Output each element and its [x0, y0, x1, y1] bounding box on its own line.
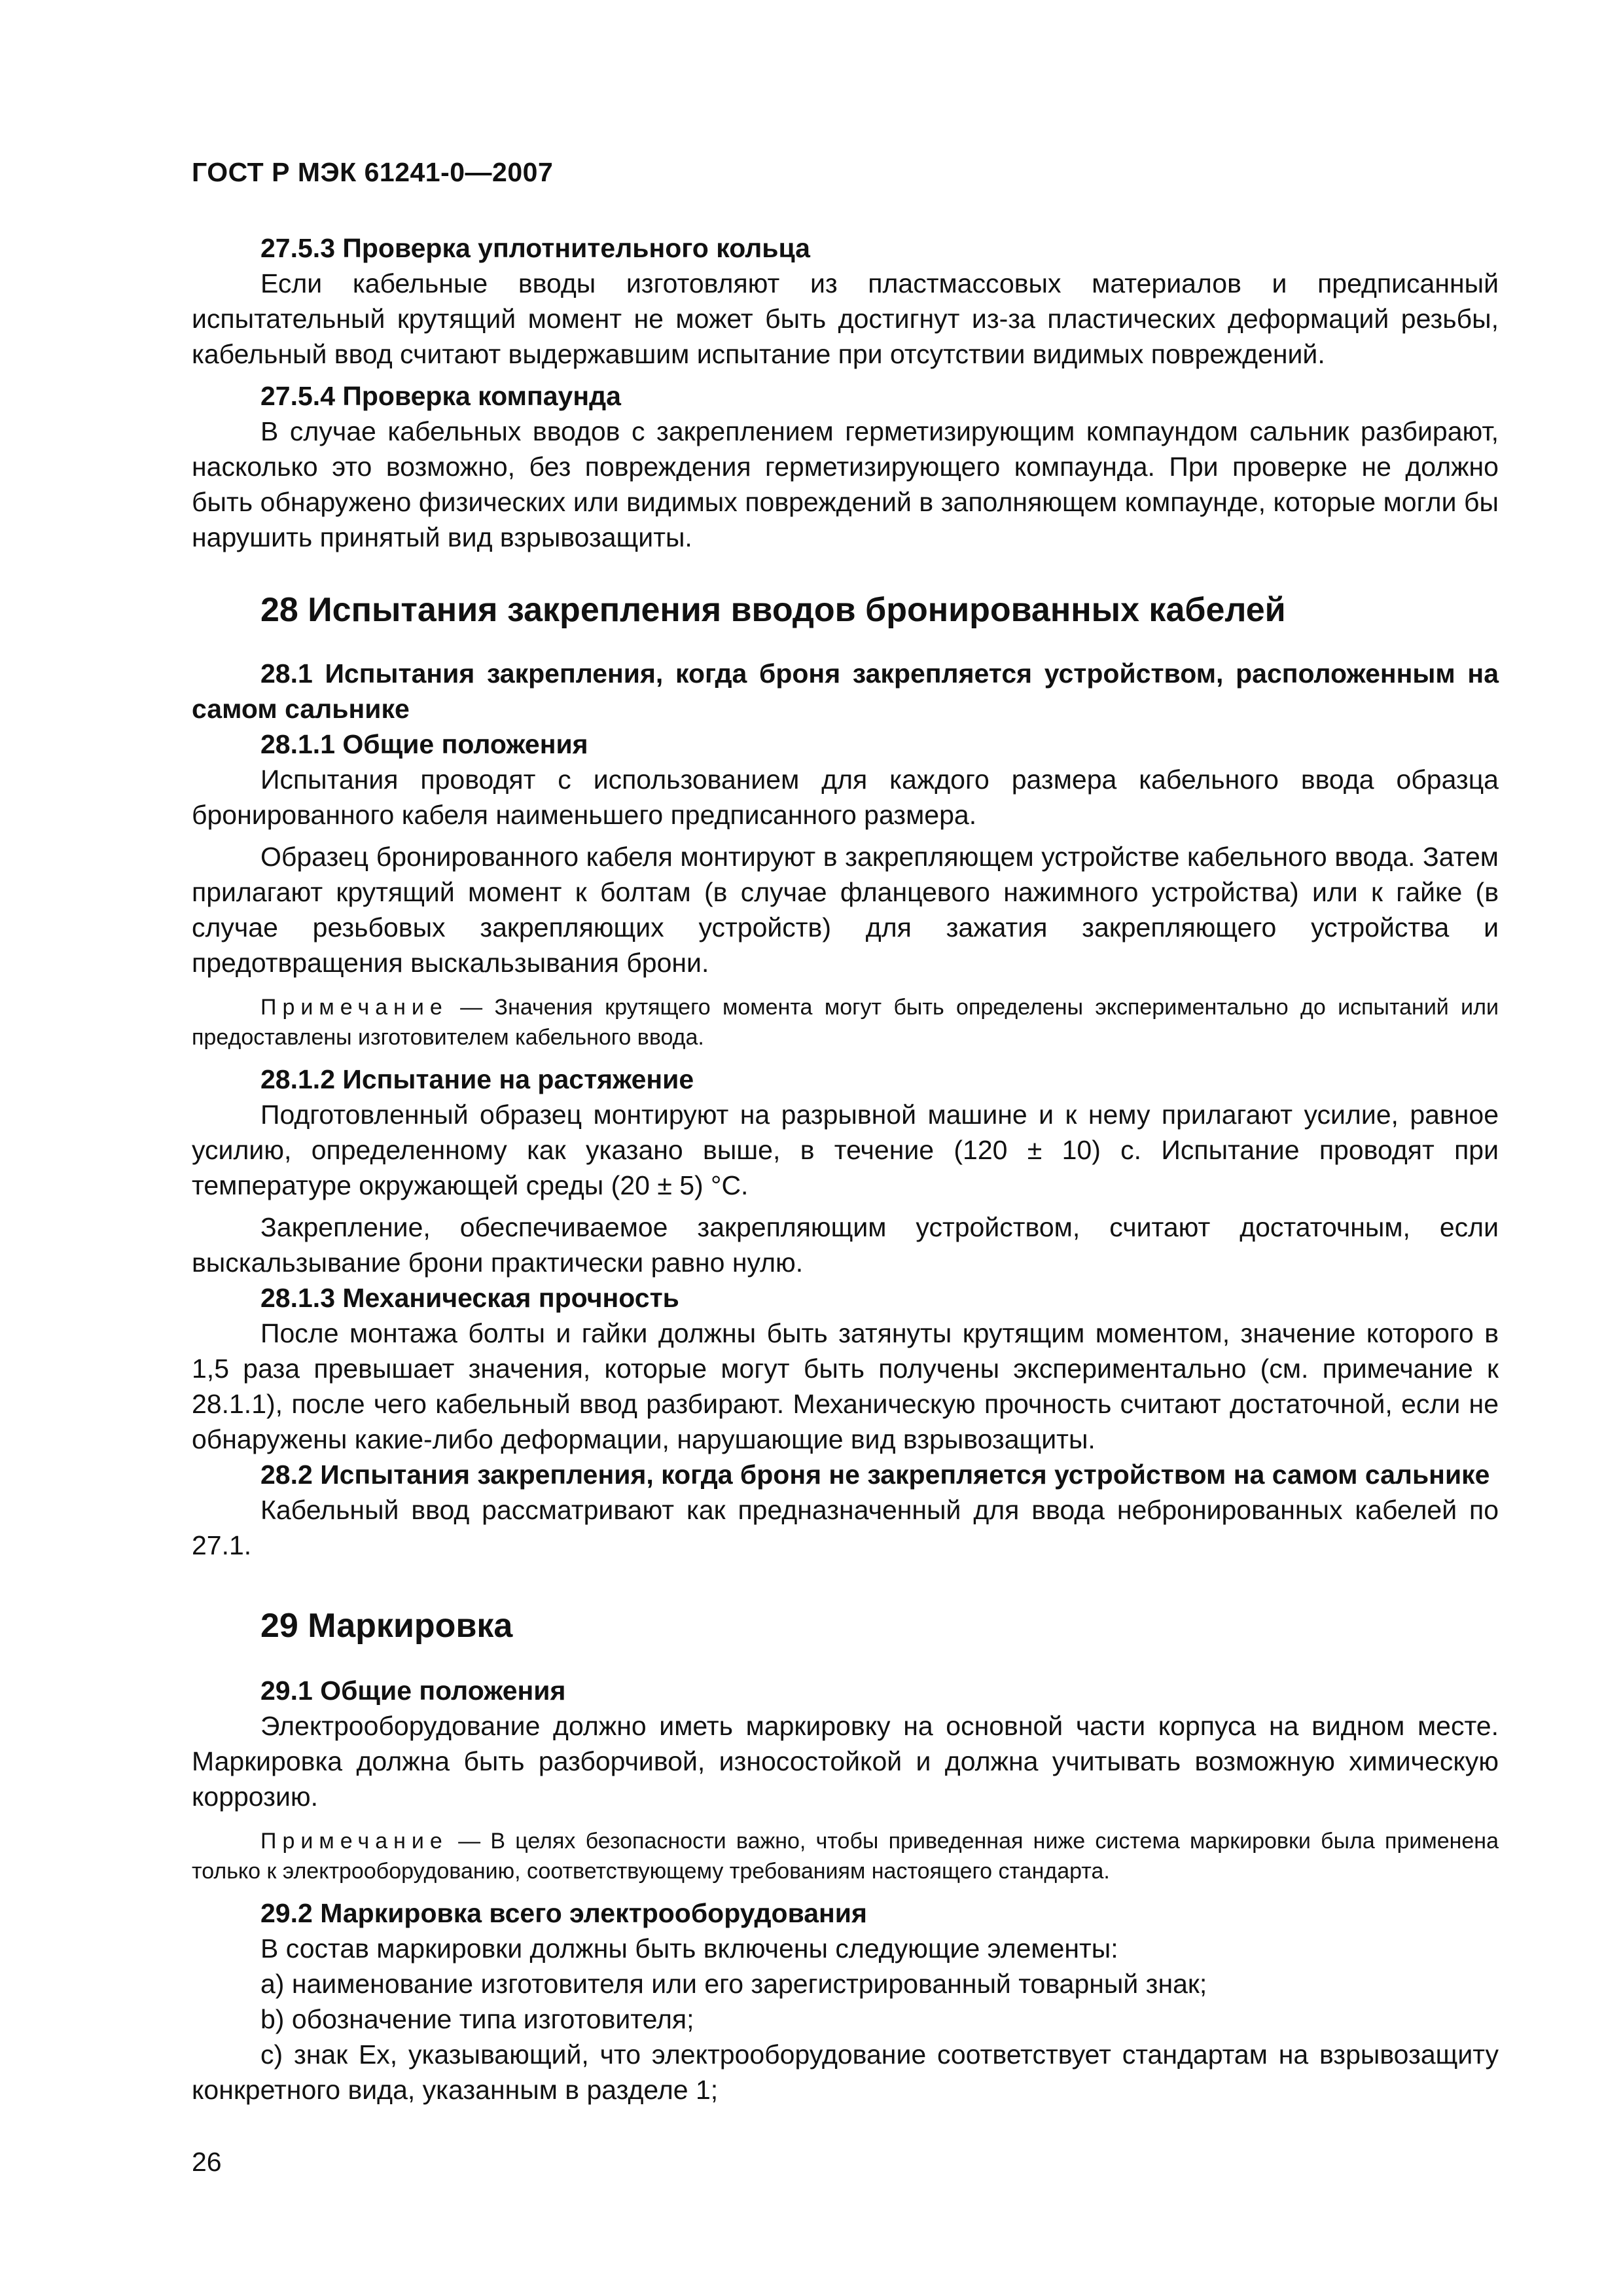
- heading-28-1-1: 28.1.1 Общие положения: [260, 729, 588, 759]
- list-item: с) знак Ex, указывающий, что электрооборудование соответствует стандартам на взрывозащиту конкретного вида, указанным в разделе 1;: [192, 2039, 1499, 2105]
- document-body: [192, 230, 1499, 2108]
- paragraph-27-5-4: В случае кабельных вводов с закреплением герметизирующим компаундом сальник разбирают, насколько это возможно, без повреждения герметизирующего компаунда. При проверке не должно быть обнаружено физических или видимых повреждений в заполняющем компаунде, которые могли бы нарушить принятый вид взрывозащиты.: [192, 416, 1499, 552]
- paragraph-27-5-3: Если кабельные вводы изготовляют из пластмассовых материалов и предписанный испытательный крутящий момент не может быть достигнут из-за пластических деформаций резьбы, кабельный ввод считают выдержавшим испытание при отсутствии видимых повреждений.: [192, 268, 1499, 369]
- paragraph-28-1-3: После монтажа болты и гайки должны быть затянуты крутящим моментом, значение которого в 1,5 раза превышает значения, которые могут быть получены экспериментально (см. примечание к 28.1.1), после чего кабельный ввод разбирают. Механическую прочность считают достаточной, если не обнаружены какие-либо деформации, нарушающие вид взрывозащиты.: [192, 1318, 1499, 1454]
- note-label: Примечание: [260, 995, 448, 1020]
- heading-28-2: 28.2 Испытания закрепления, когда броня не закрепляется устройством на самом сальнике: [260, 1460, 1490, 1490]
- list-item: а) наименование изготовителя или его зарегистрированный товарный знак;: [260, 1969, 1207, 1999]
- document-code-header: ГОСТ Р МЭК 61241-0—2007: [192, 157, 554, 187]
- paragraph-29-2-intro: В состав маркировки должны быть включены следующие элементы:: [260, 1933, 1118, 1964]
- heading-28-1: 28.1 Испытания закрепления, когда броня закрепляется устройством, расположенным на самом сальнике: [192, 658, 1499, 724]
- page-number: 26: [192, 2147, 222, 2177]
- paragraph-28-1-1-a: Испытания проводят с использованием для каждого размера кабельного ввода образца бронированного кабеля наименьшего предписанного размера.: [192, 764, 1499, 830]
- list-item: b) обозначение типа изготовителя;: [260, 2004, 694, 2034]
- note-29-1: [192, 1826, 1499, 1886]
- heading-29-1: 29.1 Общие положения: [260, 1676, 566, 1706]
- note-label: Примечание: [260, 1829, 448, 1854]
- section-title-29: 29 Маркировка: [260, 1607, 513, 1645]
- note-text: — Значения крутящего момента могут быть определены экспериментально до испытаний или предоставлены изготовителем кабельного ввода.: [192, 995, 1499, 1050]
- paragraph-29-1: Электрооборудование должно иметь маркировку на основной части корпуса на видном месте. Маркировка должна быть разборчивой, износостойкой и должна учитывать возможную химическую коррозию.: [192, 1711, 1499, 1812]
- note-28-1-1: [192, 992, 1499, 1052]
- heading-28-1-3: 28.1.3 Механическая прочность: [260, 1283, 679, 1313]
- paragraph-28-2: Кабельный ввод рассматривают как предназначенный для ввода небронированных кабелей по 27.1.: [192, 1495, 1499, 1560]
- note-text: — В целях безопасности важно, чтобы приведенная ниже система маркировки была применена только к электрооборудованию, соответствующему требованиям настоящего стандарта.: [192, 1829, 1499, 1884]
- heading-28-1-2: 28.1.2 Испытание на растяжение: [260, 1064, 694, 1094]
- heading-27-5-3: 27.5.3 Проверка уплотнительного кольца: [260, 233, 810, 263]
- heading-27-5-4: 27.5.4 Проверка компаунда: [260, 381, 621, 411]
- section-title-28: 28 Испытания закрепления вводов бронированных кабелей: [260, 591, 1286, 629]
- paragraph-28-1-1-b: Образец бронированного кабеля монтируют в закрепляющем устройстве кабельного ввода. Затем прилагают крутящий момент к болтам (в случае фланцевого нажимного устройства) или к гайке (в случае резьбовых закрепляющих устройств) для зажатия закрепляющего устройства и предотвращения выскальзывания брони.: [192, 842, 1499, 978]
- paragraph-28-1-2-a: Подготовленный образец монтируют на разрывной машине и к нему прилагают усилие, равное усилию, определенному как указано выше, в течение (120 ± 10) с. Испытание проводят при температуре окружающей среды (20 ± 5) °С.: [192, 1100, 1499, 1200]
- heading-29-2: 29.2 Маркировка всего электрооборудования: [260, 1898, 867, 1928]
- paragraph-28-1-2-b: Закрепление, обеспечиваемое закрепляющим устройством, считают достаточным, если выскальзывание брони практически равно нулю.: [192, 1212, 1499, 1278]
